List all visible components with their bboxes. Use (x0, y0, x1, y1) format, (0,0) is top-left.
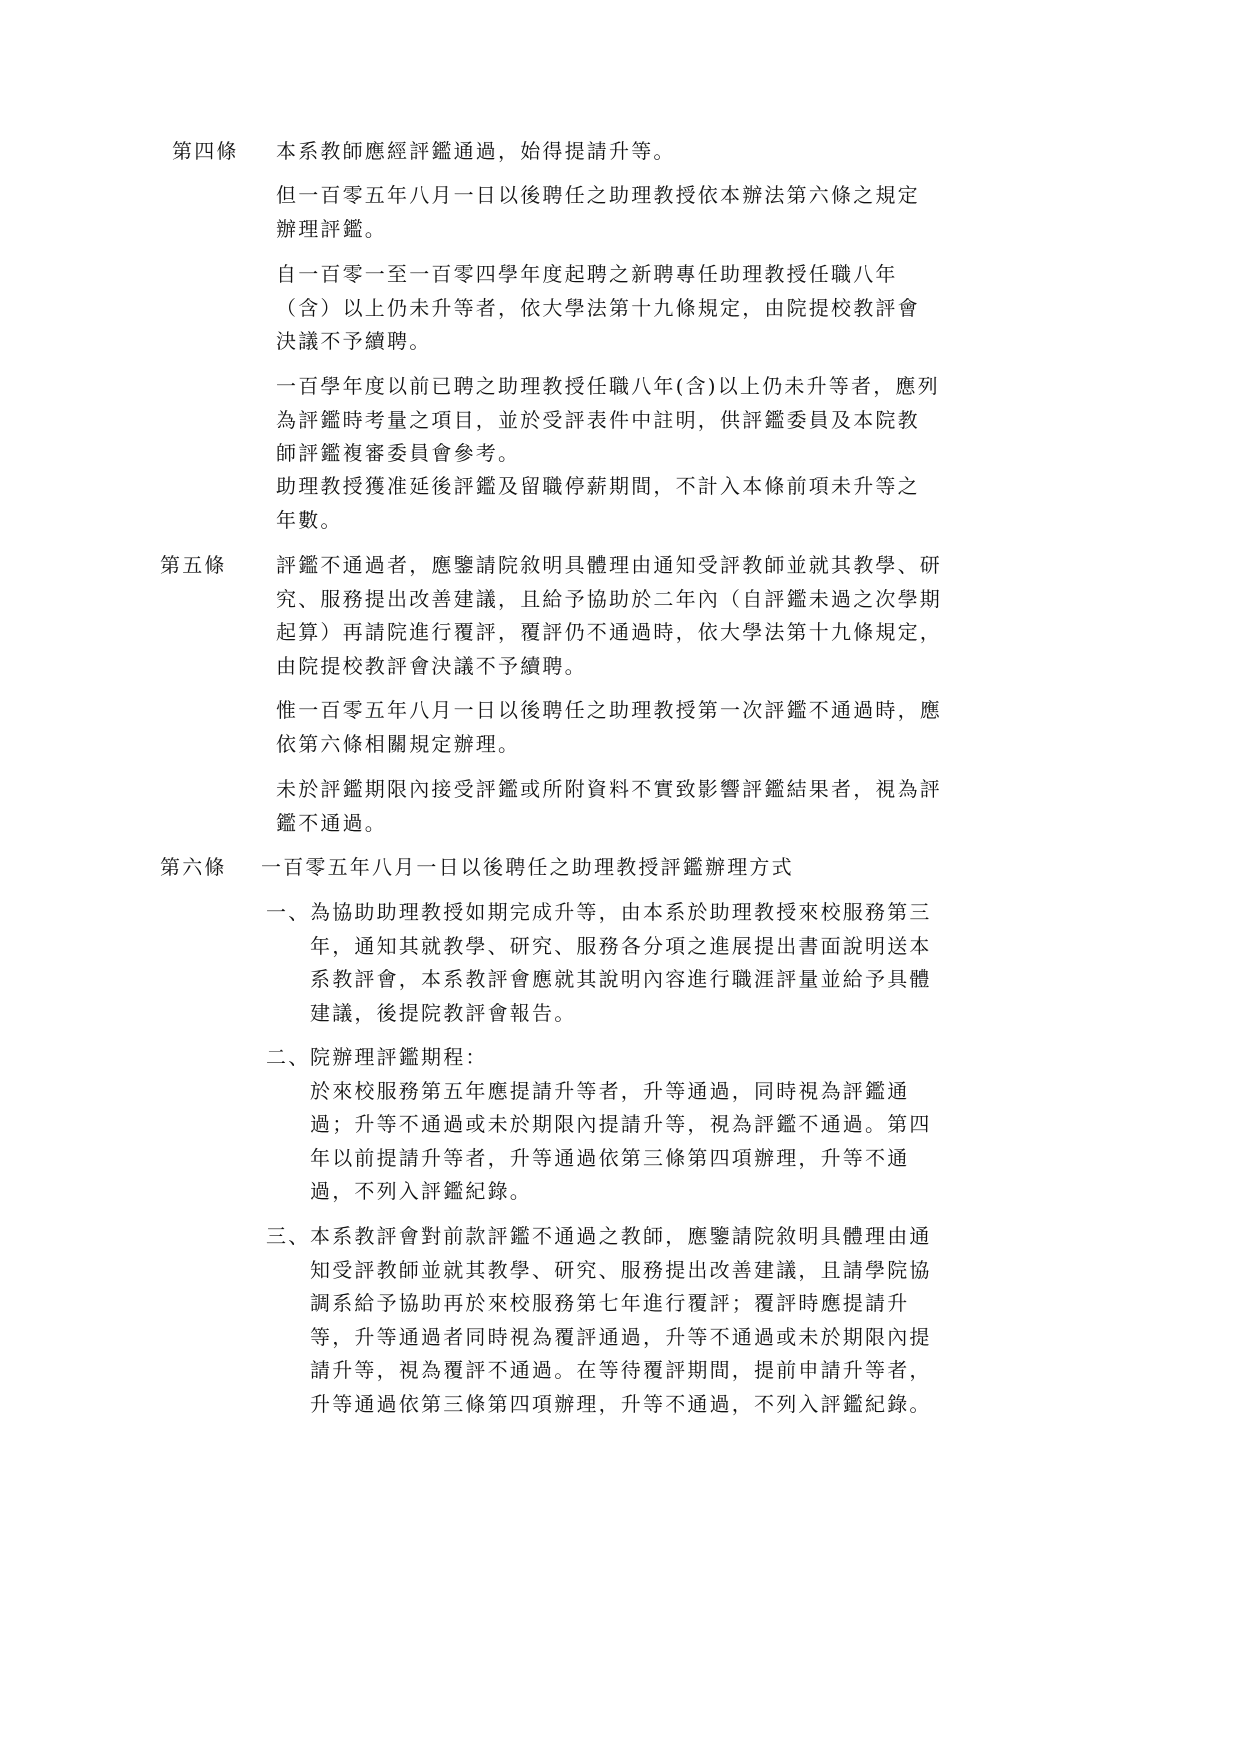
article-5-paragraph-3 (276, 773, 942, 840)
list-marker-3: 三、 (266, 1224, 311, 1248)
text-line: 惟一百零五年八月一日以後聘任之助理教授第一次評鑑不通過時，應 (276, 698, 942, 722)
text-line: 助理教授獲准延後評鑑及留職停薪期間，不計入本條前項未升等之 (276, 474, 920, 498)
text-line: 一百零五年八月一日以後聘任之助理教授評鑑辦理方式 (261, 855, 794, 879)
article-5-paragraph-2 (276, 694, 942, 761)
text-line: 起算）再請院進行覆評，覆評仍不通過時，依大學法第十九條規定， (276, 620, 942, 644)
text-line: 年，通知其就教學、研究、服務各分項之進展提出書面說明送本 (310, 933, 932, 958)
article-6-intro (261, 851, 794, 885)
article-4-paragraph-2 (276, 179, 920, 246)
list-marker-2: 二、 (266, 1045, 311, 1069)
article-5-label: 第五條 (160, 553, 227, 577)
text-line: 知受評教師並就其教學、研究、服務提出改善建議，且請學院協 (310, 1257, 932, 1282)
text-line: 自一百零一至一百零四學年度起聘之新聘專任助理教授任職八年 (276, 262, 898, 286)
text-line: 辦理評鑑。 (276, 216, 387, 241)
text-line: 本系教師應經評鑑通過，始得提請升等。 (276, 139, 676, 163)
text-line: 年數。 (276, 507, 343, 532)
article-4-label: 第四條 (172, 139, 239, 163)
article-4-paragraph-1 (276, 135, 676, 169)
text-line: 過；升等不通過或未於期限內提請升等，視為評鑑不通過。第四 (310, 1112, 932, 1136)
list-item-heading: 院辦理評鑑期程： (310, 1045, 488, 1069)
article-4-paragraph-5 (276, 470, 920, 537)
text-line: 依第六條相關規定辦理。 (276, 731, 521, 756)
article-4-paragraph-3 (276, 258, 920, 359)
text-line: 決議不予續聘。 (276, 329, 432, 353)
article-4-paragraph-4 (276, 370, 940, 471)
article-6-label: 第六條 (160, 855, 227, 879)
list-item-3 (310, 1220, 932, 1421)
text-line: 為評鑑時考量之項目，並於受評表件中註明，供評鑑委員及本院教 (276, 407, 920, 432)
text-line: 於來校服務第五年應提請升等者，升等通過，同時視為評鑑通 (310, 1078, 910, 1103)
text-line: 過，不列入評鑑紀錄。 (310, 1179, 532, 1203)
text-line: 請升等，視為覆評不通過。在等待覆評期間，提前申請升等者， (310, 1358, 932, 1382)
list-item-1 (310, 896, 932, 1030)
list-item-2 (310, 1041, 932, 1209)
text-line: 調系給予協助再於來校服務第七年進行覆評；覆評時應提請升 (310, 1291, 910, 1315)
text-line: 由院提校教評會決議不予續聘。 (276, 653, 587, 678)
list-marker-1: 一、 (266, 900, 311, 924)
text-line: （含）以上仍未升等者，依大學法第十九條規定，由院提校教評會 (276, 295, 920, 320)
text-line: 評鑑不通過者，應鑒請院敘明具體理由通知受評教師並就其教學、研 (276, 553, 942, 577)
text-line: 師評鑑複審委員會參考。 (276, 441, 521, 465)
text-line: 一百學年度以前已聘之助理教授任職八年(含)以上仍未升等者，應列 (276, 374, 940, 398)
text-line: 未於評鑑期限內接受評鑑或所附資料不實致影響評鑑結果者，視為評 (276, 777, 942, 801)
text-line: 究、服務提出改善建議，且給予協助於二年內（自評鑑未過之次學期 (276, 586, 942, 611)
text-line: 但一百零五年八月一日以後聘任之助理教授依本辦法第六條之規定 (276, 183, 920, 207)
text-line: 為協助助理教授如期完成升等，由本系於助理教授來校服務第三 (310, 900, 932, 924)
text-line: 本系教評會對前款評鑑不通過之教師，應鑒請院敘明具體理由通 (310, 1224, 932, 1248)
text-line: 建議，後提院教評會報告。 (310, 1000, 577, 1025)
text-line: 年以前提請升等者，升等通過依第三條第四項辦理，升等不通 (310, 1145, 910, 1170)
article-5-paragraph-1 (276, 549, 942, 683)
text-line: 升等通過依第三條第四項辦理，升等不通過，不列入評鑑紀錄。 (310, 1391, 932, 1416)
text-line: 系教評會，本系教評會應就其說明內容進行職涯評量並給予具體 (310, 967, 932, 991)
text-line: 等，升等通過者同時視為覆評通過，升等不通過或未於期限內提 (310, 1324, 932, 1349)
text-line: 鑑不通過。 (276, 810, 387, 835)
